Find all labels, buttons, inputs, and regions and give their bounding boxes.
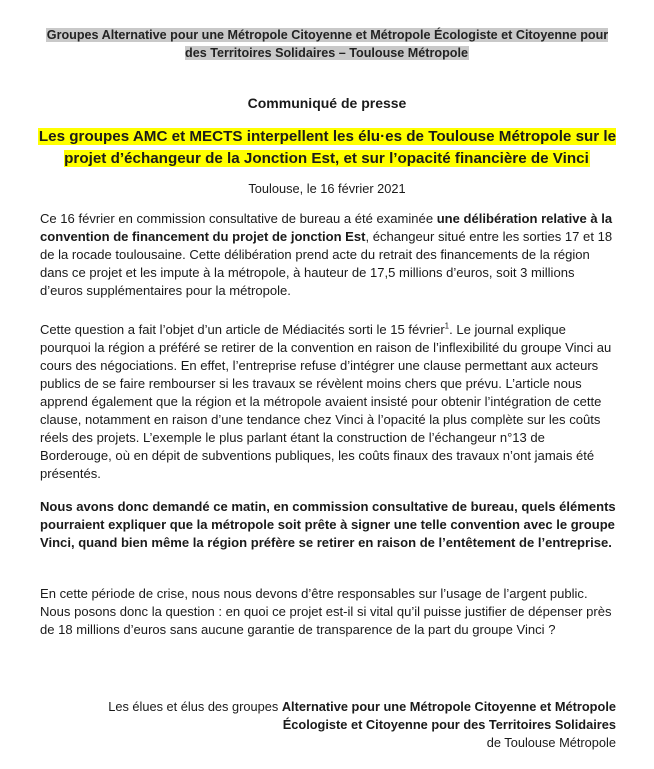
paragraph-2-rest: . Le journal explique pourquoi la région a préféré se retirer de la convention en raison de l’inflexibilité du groupe Vinci au cours des négociations. En effet, l’entreprise refuse d’intégrer une clause permettant aux acteurs publics de se faire rembourser si les travaux se révèlent moins chers que prévu. L’article nous apprend également que la région et la métropole avaient insisté pour obtenir l’intégration de cette clause, notamment en raison d’une tendance chez Vinci à l’opacité la plus complète sur les coûts réels des projets. L’exemple le plus parlant étant la construction de l’échangeur n°13 de Borderouge, où en dépit de subventions publiques, les coûts finaux des travaux n’ont jamais été présentés. bbox=[40, 322, 612, 481]
paragraph-2-intro: Cette question a fait l’objet d’un article de Médiacités sorti le 15 février bbox=[40, 322, 445, 337]
footnote-marker: 1 bbox=[444, 321, 450, 331]
signature-suffix: de Toulouse Métropole bbox=[486, 735, 616, 750]
paragraph-2 bbox=[40, 321, 618, 483]
date-line: Toulouse, le 16 février 2021 bbox=[248, 181, 406, 196]
group-header-text: Groupes Alternative pour une Métropole Citoyenne et Métropole Écologiste et Citoyenne pour des Territoires Solidaires – Toulouse Métropole bbox=[46, 28, 609, 60]
signature-block bbox=[40, 698, 616, 752]
paragraph-1-rest: , échangeur situé entre les sorties 17 et 18 de la rocade toulousaine. Cette délibération prend acte du retrait des financements de la région dans ce projet et les impute à la métropole, à hauteur de 17,5 millions d’euros, soit 3 millions d’euros supplémentaires pour la métropole. bbox=[40, 229, 613, 298]
signature-groups: Alternative pour une Métropole Citoyenne et Métropole Écologiste et Citoyenne pour des Territoires Solidaires bbox=[281, 699, 616, 732]
document-type-title: Communiqué de presse bbox=[247, 95, 407, 111]
paragraph-1-emphasis: une délibération relative à la convention de financement du projet de jonction Est bbox=[40, 211, 613, 244]
paragraph-1-intro: Ce 16 février en commission consultative de bureau a été examinée bbox=[40, 211, 437, 226]
paragraph-4: En cette période de crise, nous nous devons d’être responsables sur l’usage de l’argent public. Nous posons donc la question : en quoi ce projet est-il si vital qu’il puisse justifier de dépenser près de 18 millions d’euros sans aucune garantie de transparence de la part du groupe Vinci ? bbox=[40, 586, 612, 637]
signature-prefix: Les élues et élus des groupes bbox=[108, 699, 282, 714]
press-headline bbox=[30, 126, 624, 170]
paragraph-3: Nous avons donc demandé ce matin, en commission consultative de bureau, quels éléments pourraient expliquer que la métropole soit prête à signer une telle convention avec le groupe Vinci, quand bien même la région préfère se retirer en raison de l’entêtement de l’entreprise. bbox=[40, 499, 616, 550]
paragraph-1 bbox=[40, 210, 618, 300]
press-headline-text: Les groupes AMC et MECTS interpellent les élu·es de Toulouse Métropole sur le projet d’échangeur de la Jonction Est, et sur l’opacité financière de Vinci bbox=[38, 128, 617, 167]
group-header bbox=[34, 26, 620, 62]
